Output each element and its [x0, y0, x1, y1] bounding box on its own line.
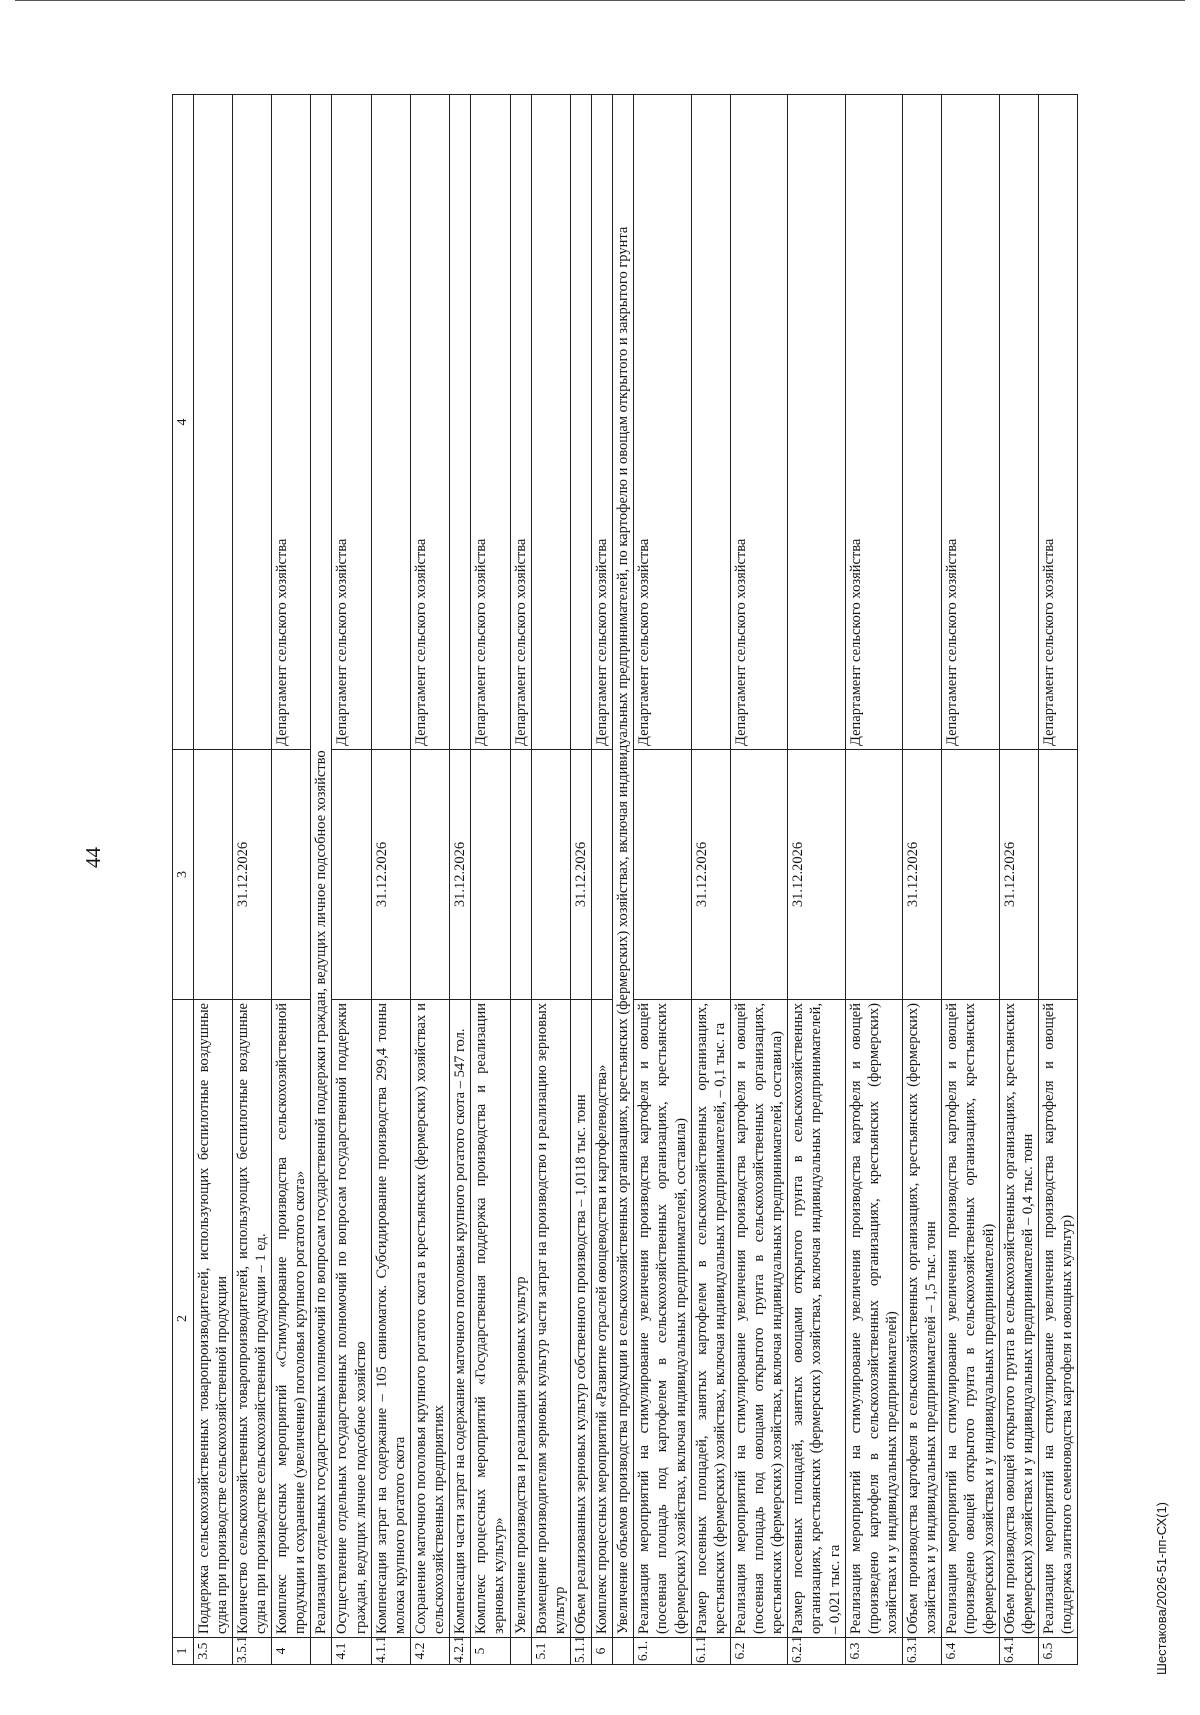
row-text: Комплекс процессных мероприятий «Стимулирование производства сельскохозяйственной продукции и сохранение (увеличение) поголовья крупного рогатого скота»	[272, 1000, 311, 1638]
page-number: 44	[81, 847, 105, 868]
row-responsible: Департамент сельского хозяйства	[942, 95, 999, 750]
row-responsible	[903, 95, 942, 750]
row-number: 6.1.	[634, 1638, 691, 1665]
row-deadline	[410, 750, 449, 1000]
row-number: 4.1	[332, 1638, 371, 1665]
top-rule	[15, 0, 1185, 1]
row-deadline	[193, 750, 232, 1000]
row-text: Комплекс процессных мероприятий «Государственная поддержка производства и реализации зерновых культур»	[471, 1000, 510, 1638]
row-number: 6.3.1	[903, 1638, 942, 1665]
table-row	[450, 95, 471, 1665]
row-deadline	[634, 750, 691, 1000]
table-row	[193, 95, 232, 1665]
row-text: Осуществление отдельных государственных полномочий по вопросам государственной поддержки граждан, ведущих личное подсобное хозяйство	[332, 1000, 371, 1638]
row-responsible: Департамент сельского хозяйства	[845, 95, 902, 750]
row-number: 6.1.1	[691, 1638, 730, 1665]
row-number: 5.1.1	[570, 1638, 591, 1665]
section-goal-text: Реализация отдельных государственных полномочий по вопросам государственной поддержки граждан, ведущих личное подсобное хозяйство	[311, 95, 332, 1638]
table-row	[691, 95, 730, 1665]
row-responsible	[691, 95, 730, 750]
row-text: Увеличение производства и реализации зерновых культур	[510, 1000, 531, 1638]
table-row	[634, 95, 691, 1665]
row-number: 5.1	[531, 1638, 570, 1665]
row-responsible	[193, 95, 232, 750]
table-row	[410, 95, 449, 1665]
table-row	[311, 95, 332, 1665]
row-text: Реализация мероприятий на стимулирование увеличения производства картофеля и овощей (поддержка элитного семеноводства картофеля и овощных культур)	[1038, 1000, 1077, 1638]
row-responsible: Департамент сельского хозяйства	[272, 95, 311, 750]
row-responsible: Департамент сельского хозяйства	[332, 95, 371, 750]
row-number: 6.4.1	[999, 1638, 1038, 1665]
document-footer: Шестакова/2026-51-пп-СХ(1)	[1154, 1501, 1169, 1675]
row-number: 6.2	[730, 1638, 787, 1665]
row-text: Сохранение маточного поголовья крупного рогатого скота в крестьянских (фермерских) хозяйствах и сельскохозяйственных предприятиях	[410, 1000, 449, 1638]
row-deadline: 31.12.2026	[788, 750, 845, 1000]
row-text: Реализация мероприятий на стимулирование увеличения производства картофеля и овощей (произведено овощей открытого грунта в сельскохозяйственных организациях, крестьянских (фермерских) хозяйствах и у индивидуальных предпринимателей)	[942, 1000, 999, 1638]
row-text: Реализация мероприятий на стимулирование увеличения производства картофеля и овощей (произведено картофеля в сельскохозяйственных организациях, крестьянских (фермерских) хозяйствах и у индивидуальных предпринимателей)	[845, 1000, 902, 1638]
row-responsible	[450, 95, 471, 750]
row-text: Реализация мероприятий на стимулирование увеличения производства картофеля и овощей (посевная площадь под овощами открытого грунта в сельскохозяйственных организациях, крестьянских (фермерских) хозяйствах, включая индивидуальных предпринимателей, составила)	[730, 1000, 787, 1638]
table-row	[845, 95, 902, 1665]
row-text: Комплекс процессных мероприятий «Развитие отраслей овощеводства и картофелеводства»	[592, 1000, 613, 1638]
table-row	[272, 95, 311, 1665]
column-header: 4	[173, 95, 194, 750]
row-deadline: 31.12.2026	[450, 750, 471, 1000]
table-header-row	[173, 95, 194, 1665]
row-text: Размер посевных площадей, занятых картофелем в сельскохозяйственных организациях, крестьянских (фермерских) хозяйствах, включая индивидуальных предпринимателей, – 0,1 тыс. га	[691, 1000, 730, 1638]
row-deadline	[730, 750, 787, 1000]
row-text: Количество сельскохозяйственных товаропроизводителей, использующих беспилотные воздушные судна при производстве сельскохозяйственной продукции – 1 ед.	[232, 1000, 271, 1638]
row-number: 4.2.1	[450, 1638, 471, 1665]
row-responsible: Департамент сельского хозяйства	[510, 95, 531, 750]
row-text: Объем реализованных зерновых культур собственного производства – 1,0118 тыс. тонн	[570, 1000, 591, 1638]
row-deadline: 31.12.2026	[691, 750, 730, 1000]
row-responsible	[570, 95, 591, 750]
table-row	[371, 95, 410, 1665]
row-deadline	[592, 750, 613, 1000]
table-row	[903, 95, 942, 1665]
row-responsible	[788, 95, 845, 750]
row-number: 3.5	[193, 1638, 232, 1665]
row-number: 6	[592, 1638, 613, 1665]
table-row	[510, 95, 531, 1665]
table-row	[942, 95, 999, 1665]
row-deadline: 31.12.2026	[570, 750, 591, 1000]
row-number	[510, 1638, 531, 1665]
table-row	[613, 95, 634, 1665]
column-header: 1	[173, 1638, 194, 1665]
table-row	[232, 95, 271, 1665]
row-number: 4.2	[410, 1638, 449, 1665]
row-responsible: Департамент сельского хозяйства	[1038, 95, 1077, 750]
row-responsible	[531, 95, 570, 750]
table-row	[592, 95, 613, 1665]
row-number: 4.1.1	[371, 1638, 410, 1665]
plan-table	[172, 94, 1078, 1665]
row-responsible: Департамент сельского хозяйства	[730, 95, 787, 750]
row-text: Объем производства овощей открытого грунта в сельскохозяйственных организациях, крестьянских (фермерских) хозяйствах и у индивидуальных предпринимателей – 0,4 тыс. тонн	[999, 1000, 1038, 1638]
row-responsible	[371, 95, 410, 750]
row-text: Поддержка сельскохозяйственных товаропроизводителей, использующих беспилотные воздушные судна при производстве сельскохозяйственной продукции	[193, 1000, 232, 1638]
row-number: 6.5	[1038, 1638, 1077, 1665]
table-row	[1038, 95, 1077, 1665]
row-responsible: Департамент сельского хозяйства	[592, 95, 613, 750]
row-text: Размер посевных площадей, занятых овощами открытого грунта в сельскохозяйственных организациях, крестьянских (фермерских) хозяйствах, включая индивидуальных предпринимателей, – 0,021 тыс. га	[788, 1000, 845, 1638]
row-deadline: 31.12.2026	[999, 750, 1038, 1000]
row-responsible	[999, 95, 1038, 750]
plan-table-wrapper	[172, 95, 1075, 1665]
column-header: 3	[173, 750, 194, 1000]
row-deadline	[531, 750, 570, 1000]
row-number: 4	[272, 1638, 311, 1665]
row-deadline	[272, 750, 311, 1000]
table-body	[193, 95, 1078, 1665]
row-deadline: 31.12.2026	[371, 750, 410, 1000]
row-number: 6.3	[845, 1638, 902, 1665]
row-number: 5	[471, 1638, 510, 1665]
table-row	[730, 95, 787, 1665]
row-number: 3.5.1	[232, 1638, 271, 1665]
row-deadline: 31.12.2026	[232, 750, 271, 1000]
row-deadline	[1038, 750, 1077, 1000]
row-deadline: 31.12.2026	[903, 750, 942, 1000]
row-text: Объем производства картофеля в сельскохозяйственных организациях, крестьянских (фермерских) хозяйствах и у индивидуальных предпринимателей – 1,5 тыс. тонн	[903, 1000, 942, 1638]
row-deadline	[332, 750, 371, 1000]
row-number: 6.2.1	[788, 1638, 845, 1665]
table-row	[788, 95, 845, 1665]
row-deadline	[845, 750, 902, 1000]
row-number	[613, 1638, 634, 1665]
table-row	[332, 95, 371, 1665]
row-responsible: Департамент сельского хозяйства	[634, 95, 691, 750]
column-header: 2	[173, 1000, 194, 1638]
row-responsible: Департамент сельского хозяйства	[410, 95, 449, 750]
row-text: Возмещение производителям зерновых культур части затрат на производство и реализацию зерновых культур	[531, 1000, 570, 1638]
section-goal-text: Увеличение объемов производства продукции в сельскохозяйственных организациях, крестьянских (фермерских) хозяйствах, включая индивидуальных предпринимателей, по картофелю и овощам открытого и закрытого грунта	[613, 95, 634, 1638]
row-text: Реализация мероприятий на стимулирование увеличения производства картофеля и овощей (посевная площадь под картофелем в сельскохозяйственных организациях, крестьянских (фермерских) хозяйствах, включая индивидуальных предпринимателей, составила)	[634, 1000, 691, 1638]
table-row	[531, 95, 570, 1665]
row-deadline	[471, 750, 510, 1000]
row-number: 6.4	[942, 1638, 999, 1665]
row-text: Компенсация затрат на содержание – 105 свиноматок. Субсидирование производства 299,4 тонны молока крупного рогатого скота	[371, 1000, 410, 1638]
row-text: Компенсация части затрат на содержание маточного поголовья крупного рогатого скота – 547 гол.	[450, 1000, 471, 1638]
row-responsible: Департамент сельского хозяйства	[471, 95, 510, 750]
row-responsible	[232, 95, 271, 750]
table-row	[471, 95, 510, 1665]
row-deadline	[942, 750, 999, 1000]
table-row	[570, 95, 591, 1665]
row-number	[311, 1638, 332, 1665]
row-deadline	[510, 750, 531, 1000]
table-row	[999, 95, 1038, 1665]
